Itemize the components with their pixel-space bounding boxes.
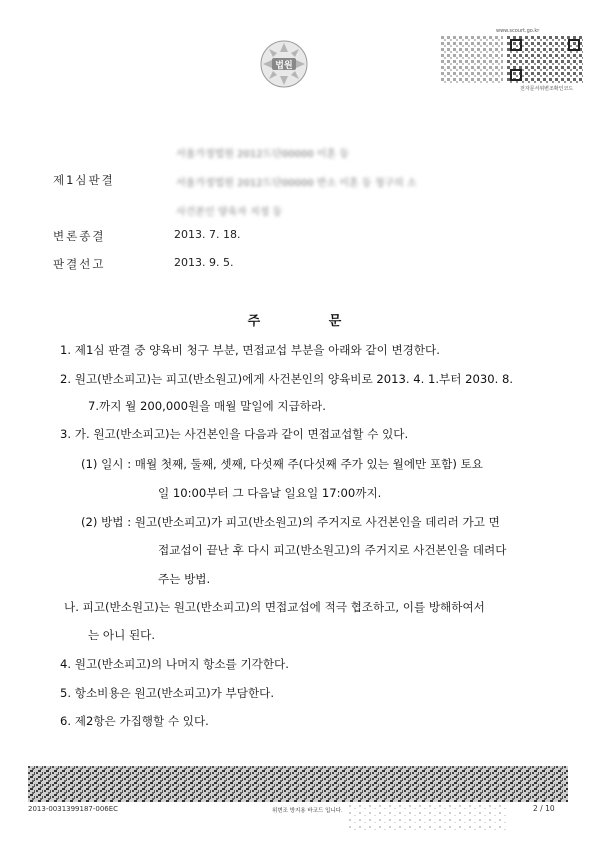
footer-speckle	[348, 804, 508, 832]
order-item-5: 5. 항소비용은 원고(반소피고)가 부담한다.	[60, 686, 275, 700]
meta-value-judgment-date: 2013. 9. 5.	[174, 256, 234, 269]
redacted-line-3: 사건본인 양육자 지정 등	[176, 207, 283, 218]
order-item-1: 1. 제1심 판결 중 양육비 청구 부분, 면접교섭 부분을 아래와 같이 변경한다.	[60, 343, 440, 357]
anti-forgery-barcode	[28, 766, 568, 802]
order-item-3-na-line-2: 는 아니 된다.	[88, 628, 156, 642]
order-item-3-2-line-3: 주는 방법.	[158, 572, 211, 586]
order-item-2-line-1: 2. 원고(반소피고)는 피고(반소원고)에게 사건본인의 양육비로 2013. 4. 1.부터 2030. 8.	[60, 372, 514, 386]
meta-label-close-of-argument: 변론종결	[53, 229, 106, 243]
order-item-3-1-line-2: 일 10:00부터 그 다음날 일요일 17:00까지.	[158, 486, 382, 500]
seal-text: 법원	[275, 61, 293, 71]
meta-label-judgment-date: 판결선고	[53, 257, 106, 271]
page-number: 2 / 10	[533, 804, 555, 813]
order-item-3-na-line-1: 나. 피고(반소원고)는 원고(반소피고)의 면접교섭에 적극 협조하고, 이를 방해하여서	[64, 600, 485, 614]
qr-caption: 전자문서위변조확인코드	[520, 86, 574, 92]
qr-url: www.scourt.go.kr	[496, 28, 540, 34]
order-item-2-line-2: 7.까지 월 200,000원을 매월 말일에 지급하라.	[88, 399, 326, 413]
document-code: 2013-0031399187-006EC	[28, 805, 119, 813]
meta-value-close-of-argument: 2013. 7. 18.	[174, 228, 241, 241]
meta-label-first-instance: 제1심판결	[53, 173, 115, 187]
page-title: 주 문	[247, 314, 374, 329]
redacted-line-1: 서울가정법원 2012드단00000 이혼 등	[176, 149, 350, 160]
order-item-6: 6. 제2항은 가집행할 수 있다.	[60, 714, 209, 728]
redacted-line-2: 서울가정법원 2012드단00000 반소 이혼 등 청구의 소	[176, 178, 417, 189]
order-item-4: 4. 원고(반소피고)의 나머지 항소를 기각한다.	[60, 657, 289, 671]
order-item-3-2-line-1: (2) 방법 : 원고(반소피고)가 피고(반소원고)의 주거지로 사건본인을 데리러 가고 면	[81, 515, 500, 529]
order-item-3-2-line-2: 접교섭이 끝난 후 다시 피고(반소원고)의 주거지로 사건본인을 데려다	[158, 543, 507, 557]
barcode-notice: 위변조 방지용 바코드 입니다.	[272, 808, 343, 814]
order-item-3: 3. 가. 원고(반소피고)는 사건본인을 다음과 같이 면접교섭할 수 있다.	[60, 427, 409, 441]
court-seal-emblem	[260, 40, 308, 88]
order-item-3-1-line-1: (1) 일시 : 매월 첫째, 둘째, 셋째, 다섯째 주(다섯째 주가 있는 월에만 포함) 토요	[81, 457, 483, 471]
